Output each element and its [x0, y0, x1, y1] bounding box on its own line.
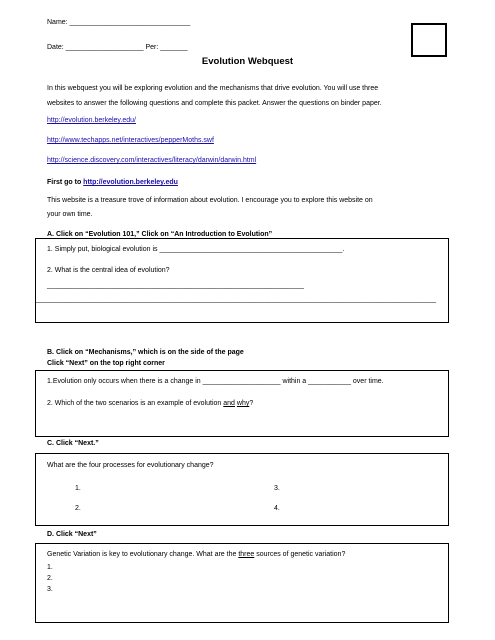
section-c-item-1: 1.	[75, 485, 81, 492]
section-a-q2-answer-line: __________________________________________________________________	[47, 282, 304, 289]
section-a-q2: 2. What is the central idea of evolution?	[47, 267, 170, 274]
section-d-question-text: Genetic Variation is key to evolutionary change. What are the	[47, 551, 239, 558]
section-b-q2-and: and	[223, 400, 235, 407]
section-d-item-2: 2.	[47, 575, 53, 582]
treasure-line-1: This website is a treasure trove of information about evolution. I encourage you to explore this website on	[47, 197, 373, 204]
grade-box	[411, 23, 447, 57]
section-c-question: What are the four processes for evolutionary change?	[47, 462, 214, 469]
intro-line-2: websites to answer the following questions and complete this packet. Answer the questions on binder paper.	[47, 100, 382, 107]
first-go-link[interactable]: http://evolution.berkeley.edu	[83, 179, 178, 186]
section-d-three: three	[238, 551, 255, 558]
first-go-prefix: First go to	[47, 179, 84, 186]
section-a-q1: 1. Simply put, biological evolution is _______________________________________________.	[47, 246, 345, 253]
section-d-item-3: 3.	[47, 586, 53, 593]
section-d-item-1: 1.	[47, 564, 53, 571]
link-pepper-moths[interactable]: http://www.techapps.net/interactives/pepperMoths.swf	[47, 137, 214, 144]
treasure-line-2: your own time.	[47, 211, 93, 218]
section-c-item-3: 3.	[274, 485, 280, 492]
link-darwin[interactable]: http://science.discovery.com/interactives/literacy/darwin/darwin.html	[47, 157, 257, 164]
section-b-heading-2: Click “Next” on the top right corner	[47, 360, 165, 367]
section-b-q1: 1.Evolution only occurs when there is a change in ____________________ within a ___________ over time.	[47, 378, 384, 385]
section-d-question-end: sources of genetic variation?	[254, 551, 346, 558]
section-b-q2-why: why	[236, 400, 250, 407]
name-field: Name: _______________________________	[47, 19, 191, 26]
section-b-q2-text: 2. Which of the two scenarios is an example of evolution	[47, 400, 224, 407]
page-title: Evolution Webquest	[201, 56, 294, 67]
section-c-item-4: 4.	[274, 505, 280, 512]
section-d-question	[47, 550, 345, 559]
section-d-heading: D. Click “Next”	[47, 531, 97, 538]
section-b-heading-1: B. Click on “Mechanisms,” which is on the side of the page	[47, 349, 244, 356]
section-a-long-line: _______________________________________________________________________________________________________	[35, 296, 436, 303]
section-a-heading: A. Click on “Evolution 101,” Click on “An Introduction to Evolution”	[47, 231, 273, 238]
link-berkeley[interactable]: http://evolution.berkeley.edu/	[47, 117, 136, 124]
section-b-q2-end: ?	[249, 400, 254, 407]
section-c-heading: C. Click “Next.”	[47, 440, 99, 447]
date-period-field: Date: ____________________ Per: _______	[47, 44, 188, 51]
section-c-item-2: 2.	[75, 505, 81, 512]
first-go-text	[47, 178, 178, 187]
section-b-q2	[47, 399, 253, 408]
intro-line-1: In this webquest you will be exploring evolution and the mechanisms that drive evolution. You will use three	[47, 85, 379, 92]
